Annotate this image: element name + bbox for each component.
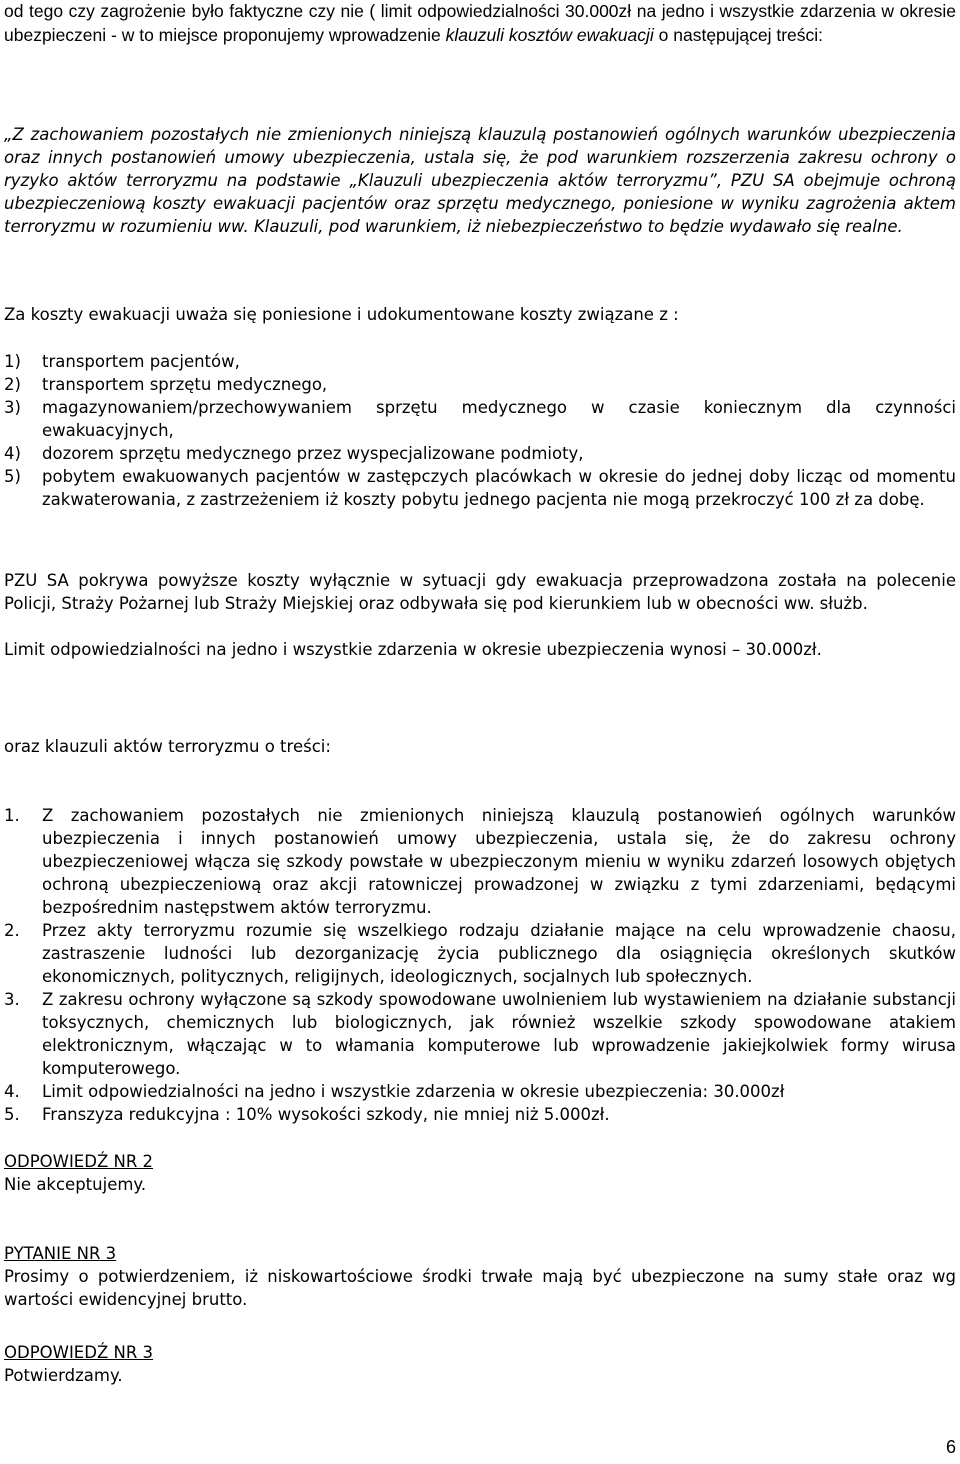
list-item: 5) pobytem ewakuowanych pacjentów w zastępczych placówkach w okresie do jednej doby licząc od momentu zakwaterowania, z zastrzeżeniem iż koszty pobytu jednego pacjenta nie mogą przekroczyć 100 zł za dobę.: [4, 467, 956, 509]
answer2-text: Nie akceptujemy.: [4, 1175, 147, 1194]
intro-text-end: o następującej treści:: [653, 24, 824, 45]
list-item: 4) dozorem sprzętu medycznego przez wyspecjalizowane podmioty,: [4, 444, 584, 463]
list-item: 2. Przez akty terroryzmu rozumie się wszelkiego rodzaju działanie mające na celu wprowadzenie chaosu, zastraszenie ludności lub dezorganizację życia publicznego dla osiągnięcia określonych skutków ekonomicznych, politycznych, religijnych, ideologicznych, socjalnych lub społecznych.: [4, 921, 956, 986]
answer3-heading: ODPOWIEDŹ NR 3: [4, 1343, 154, 1362]
terror-clause-list: [4, 804, 956, 1126]
list-item: 5. Franszyza redukcyjna : 10% wysokości szkody, nie mniej niż 5.000zł.: [4, 1105, 610, 1124]
list-item: 1) transportem pacjentów,: [4, 352, 240, 371]
costs-list: [4, 350, 956, 511]
terror-intro: oraz klauzuli aktów terroryzmu o treści:: [4, 737, 331, 756]
intro-paragraph: [4, 0, 956, 47]
list-item: 2) transportem sprzętu medycznego,: [4, 375, 328, 394]
intro-text: od tego czy zagrożenie było faktyczne czy nie ( limit odpowiedzialności 30.000zł na jedno i wszystkie zdarzenia w okresie ubezpieczeni - w to miejsce proponujemy wprowadzenie: [4, 1, 956, 45]
page-number: 6: [945, 1437, 956, 1457]
question3-heading: PYTANIE NR 3: [4, 1244, 117, 1263]
evacuation-clause: „Z zachowaniem pozostałych nie zmienionych niniejszą klauzulą postanowień ogólnych warunków ubezpieczenia oraz innych postanowień umowy ubezpieczenia, ustala się, że pod warunkiem rozszerzenia zakresu ochrony o ryzyko aktów terroryzmu na podstawie „Klauzuli ubezpieczenia aktów terroryzmu”, PZU SA obejmuje ochroną ubezpieczeniową koszty ewakuacji pacjentów oraz sprzętu medycznego, poniesione w wyniku zagrożenia aktem terroryzmu w rozumieniu ww. Klauzuli, pod warunkiem, iż niebezpieczeństwo to będzie wydawało się realne.: [4, 125, 956, 236]
intro-italic-term: klauzuli kosztów ewakuacji: [445, 24, 654, 45]
list-item: 3. Z zakresu ochrony wyłączone są szkody spowodowane uwolnieniem lub wystawieniem na działanie substancji toksycznych, chemicznych lub biologicznych, jak również wszelkie szkody spowodowane atakiem elektronicznym, włączając w to włamania komputerowe lub wprowadzenie jakiejkolwiek formy wirusa komputerowego.: [4, 990, 956, 1078]
list-item: 1. Z zachowaniem pozostałych nie zmienionych niniejszą klauzulą postanowień ogólnych warunków ubezpieczenia i innych postanowień umowy ubezpieczenia, ustala się, że do zakresu ochrony ubezpieczeniowej włącza się szkody powstałe w ubezpieczonym mieniu w wyniku zdarzeń losowych objętych ochroną ubezpieczeniową oraz akcji ratowniczej prowadzonej w związku z tymi zdarzeniami, będącymi bezpośrednim następstwem aktów terroryzmu.: [4, 806, 956, 917]
answer3-text: Potwierdzamy.: [4, 1366, 123, 1385]
limit-line: Limit odpowiedzialności na jedno i wszystkie zdarzenia w okresie ubezpieczenia wynosi – 30.000zł.: [4, 640, 822, 659]
costs-intro: Za koszty ewakuacji uważa się poniesione i udokumentowane koszty związane z :: [4, 305, 679, 324]
list-item: 4. Limit odpowiedzialności na jedno i wszystkie zdarzenia w okresie ubezpieczenia: 30.000zł: [4, 1082, 785, 1101]
pzu-paragraph: PZU SA pokrywa powyższe koszty wyłącznie w sytuacji gdy ewakuacja przeprowadzona została na polecenie Policji, Straży Pożarnej lub Straży Miejskiej oraz odbywała się pod kierunkiem lub w obecności ww. służb.: [4, 571, 956, 613]
answer2-heading: ODPOWIEDŹ NR 2: [4, 1152, 154, 1171]
list-item: 3) magazynowaniem/przechowywaniem sprzętu medycznego w czasie koniecznym dla czynności ewakuacyjnych,: [4, 398, 956, 440]
question3-text: Prosimy o potwierdzeniem, iż niskowartościowe środki trwałe mają być ubezpieczone na sumy stałe oraz wg wartości ewidencyjnej brutto.: [4, 1267, 956, 1309]
